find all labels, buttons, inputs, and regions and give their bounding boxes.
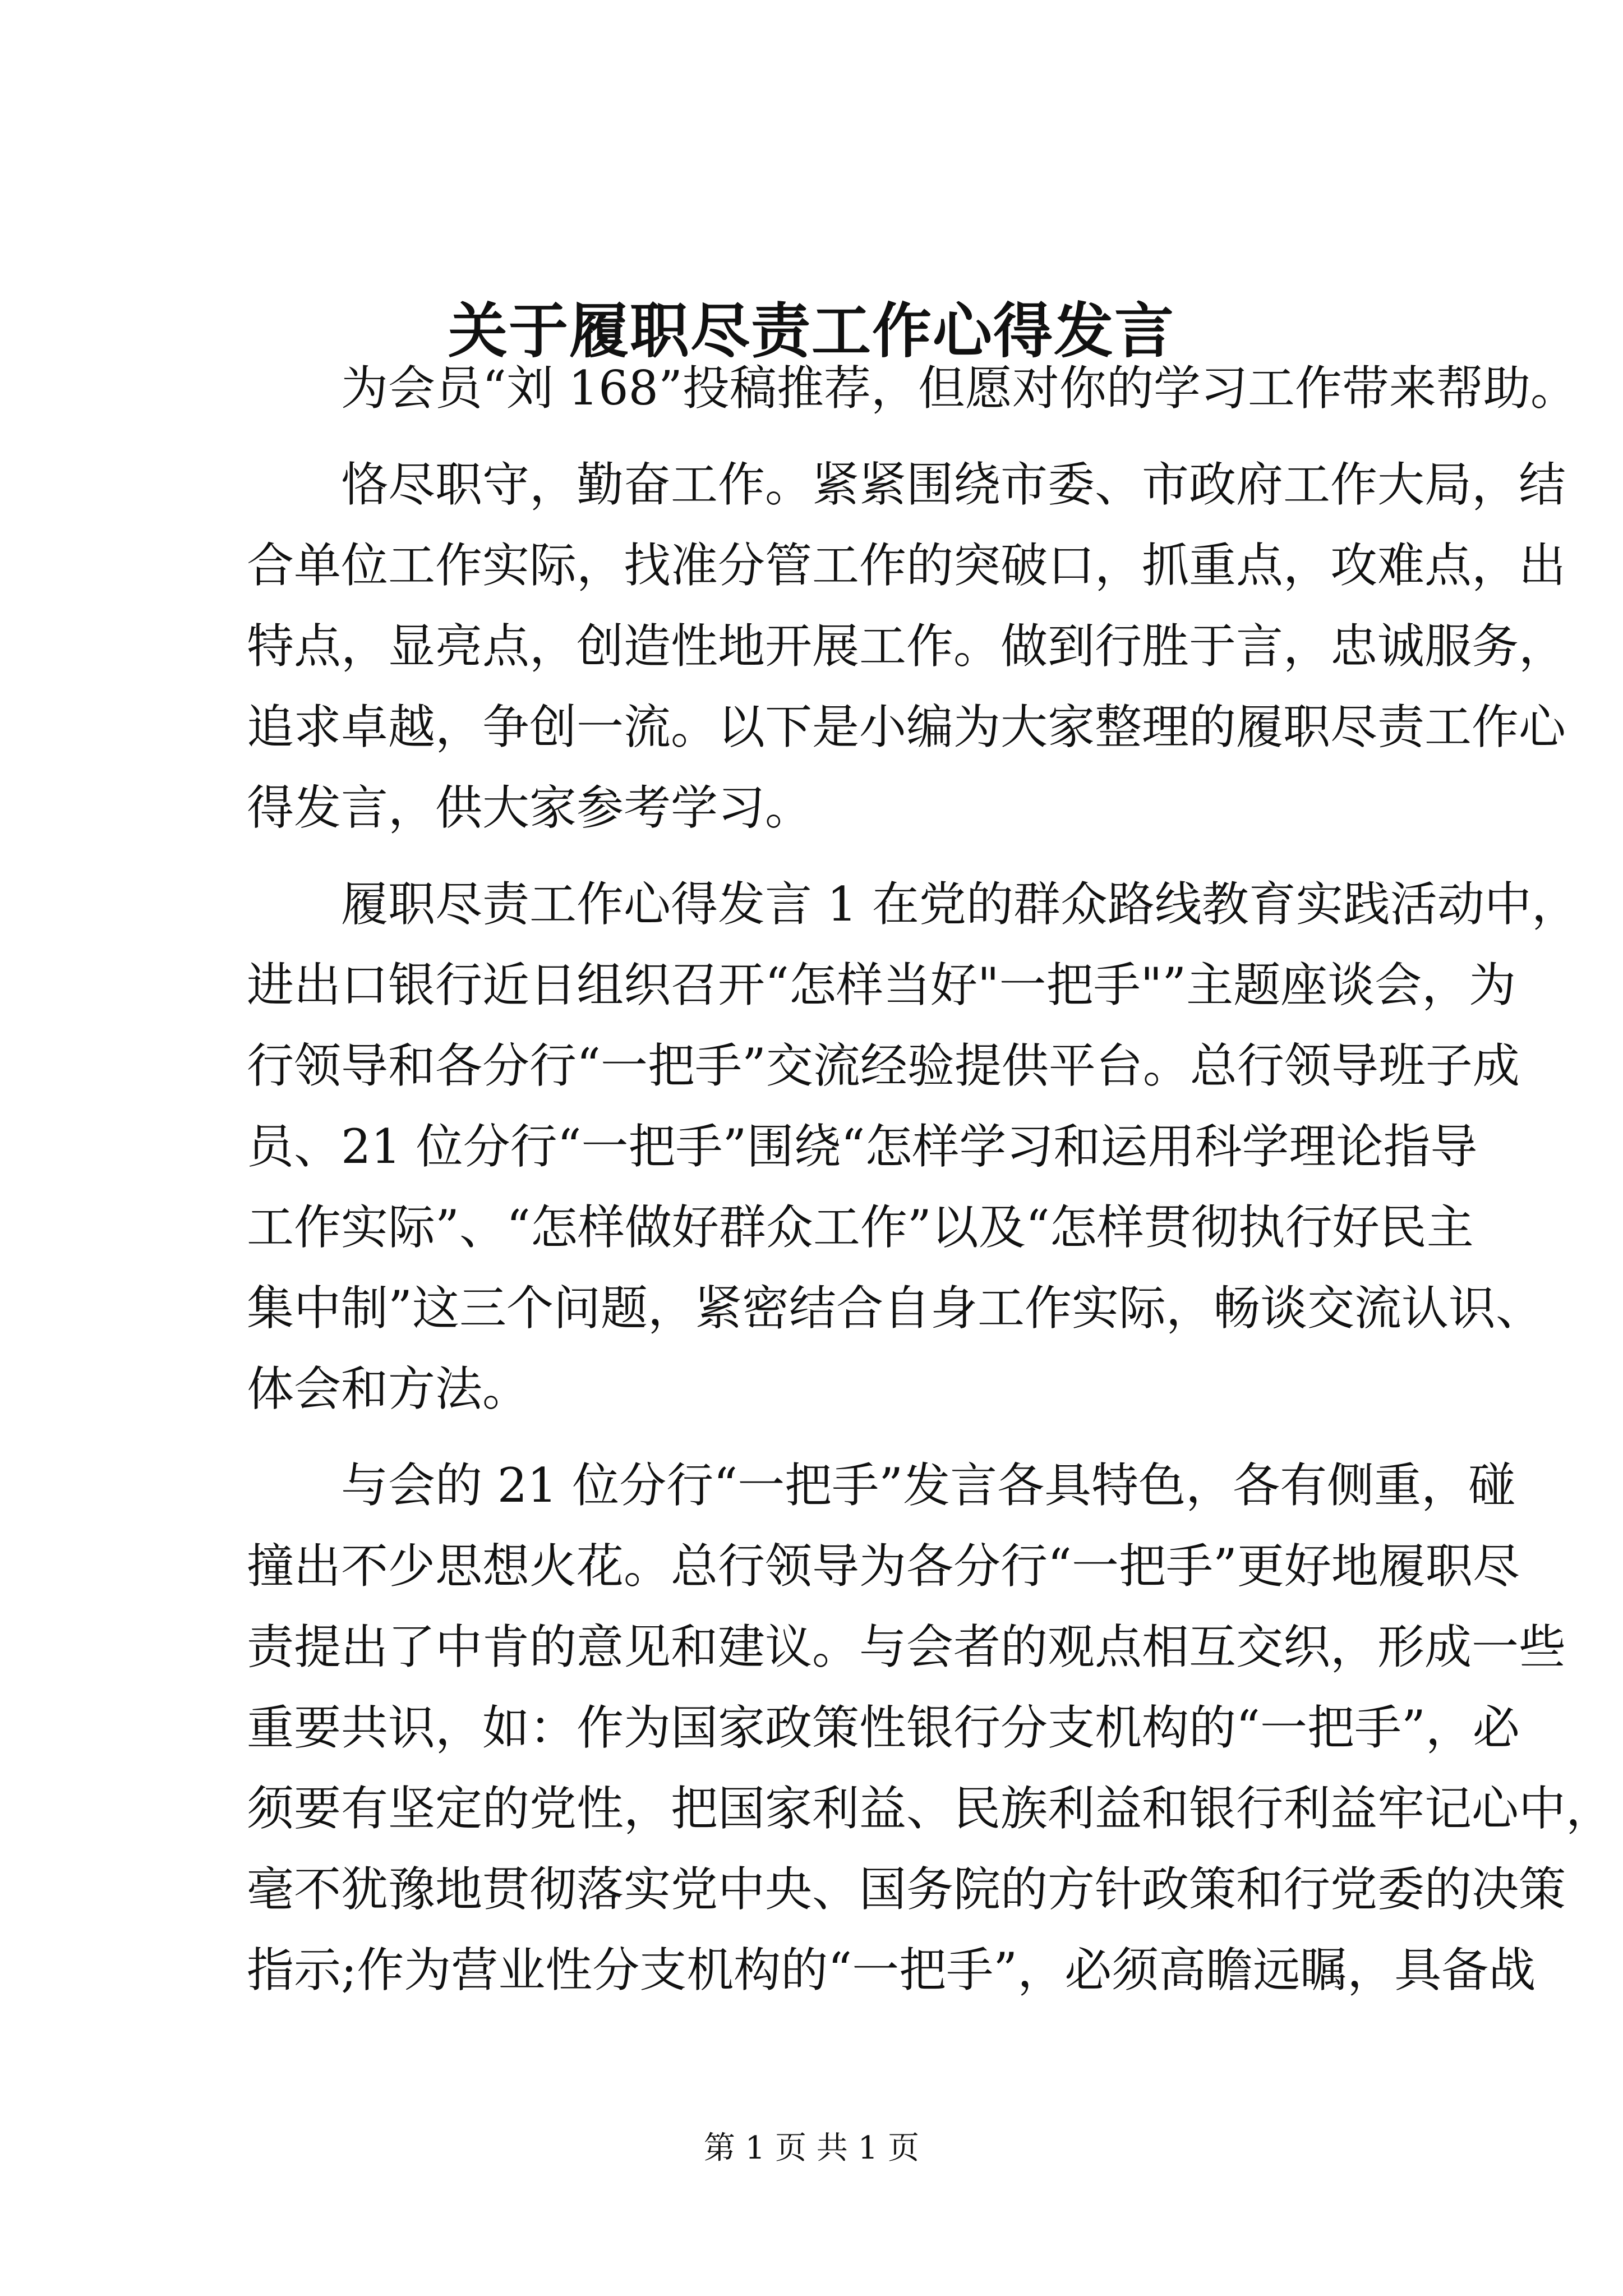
text-line: 进出口银行近日组织召开“怎样当好"一把手"”主题座谈会，为 [247,958,1516,1013]
text-line: 得发言，供大家参考学习。 [247,780,813,835]
text-line: 体会和方法。 [247,1361,530,1416]
page-number-footer: 第 1 页 共 1 页 [703,2130,920,2166]
document-title: 关于履职尽责工作心得发言 [448,296,1175,366]
text-line: 恪尽职守，勤奋工作。紧紧围绕市委、市政府工作大局，结 [341,457,1566,512]
paragraph [247,444,1566,848]
text-line: 指示;作为营业性分支机构的“一把手”，必须高瞻远瞩，具备战 [247,1943,1536,1998]
text-line: 合单位工作实际，找准分管工作的突破口，抓重点，攻难点，出 [247,538,1566,593]
text-line: 须要有坚定的党性，把国家利益、民族利益和银行利益牢记心中， [247,1781,1613,1836]
paragraph [247,864,1579,1429]
text-line: 追求卓越，争创一流。以下是小编为大家整理的履职尽责工作心 [247,700,1566,754]
text-line: 集中制”这三个问题，紧密结合自身工作实际，畅谈交流认识、 [247,1281,1543,1336]
text-line: 责提出了中肯的意见和建议。与会者的观点相互交织，形成一些 [247,1619,1566,1674]
text-line: 特点，显亮点，创造性地开展工作。做到行胜于言，忠诚服务， [247,619,1566,674]
paragraph-gap [247,429,1424,444]
text-line: 与会的 21 位分行“一把手”发言各具特色，各有侧重，碰 [341,1458,1516,1513]
paragraph [247,1445,1613,2010]
paragraph-gap [247,1429,1424,1445]
text-line: 为会员“刘 168”投稿推荐，但愿对你的学习工作带来帮助。 [341,361,1578,416]
text-line: 履职尽责工作心得发言 1 在党的群众路线教育实践活动中， [341,877,1579,932]
text-line: 行领导和各分行“一把手”交流经验提供平台。总行领导班子成 [247,1038,1520,1093]
text-line: 员、21 位分行“一把手”围绕“怎样学习和运用科学理论指导 [247,1119,1478,1174]
paragraph [247,348,1578,429]
text-line: 撞出不少思想火花。总行领导为各分行“一把手”更好地履职尽 [247,1539,1520,1594]
text-line: 重要共识，如：作为国家政策性银行分支机构的“一把手”，必 [247,1700,1520,1755]
paragraph-gap [247,848,1424,864]
document-body [247,348,1613,2010]
text-line: 毫不犹豫地贯彻落实党中央、国务院的方针政策和行党委的决策 [247,1862,1566,1917]
text-line: 工作实际”、“怎样做好群众工作”以及“怎样贯彻执行好民主 [247,1200,1474,1255]
